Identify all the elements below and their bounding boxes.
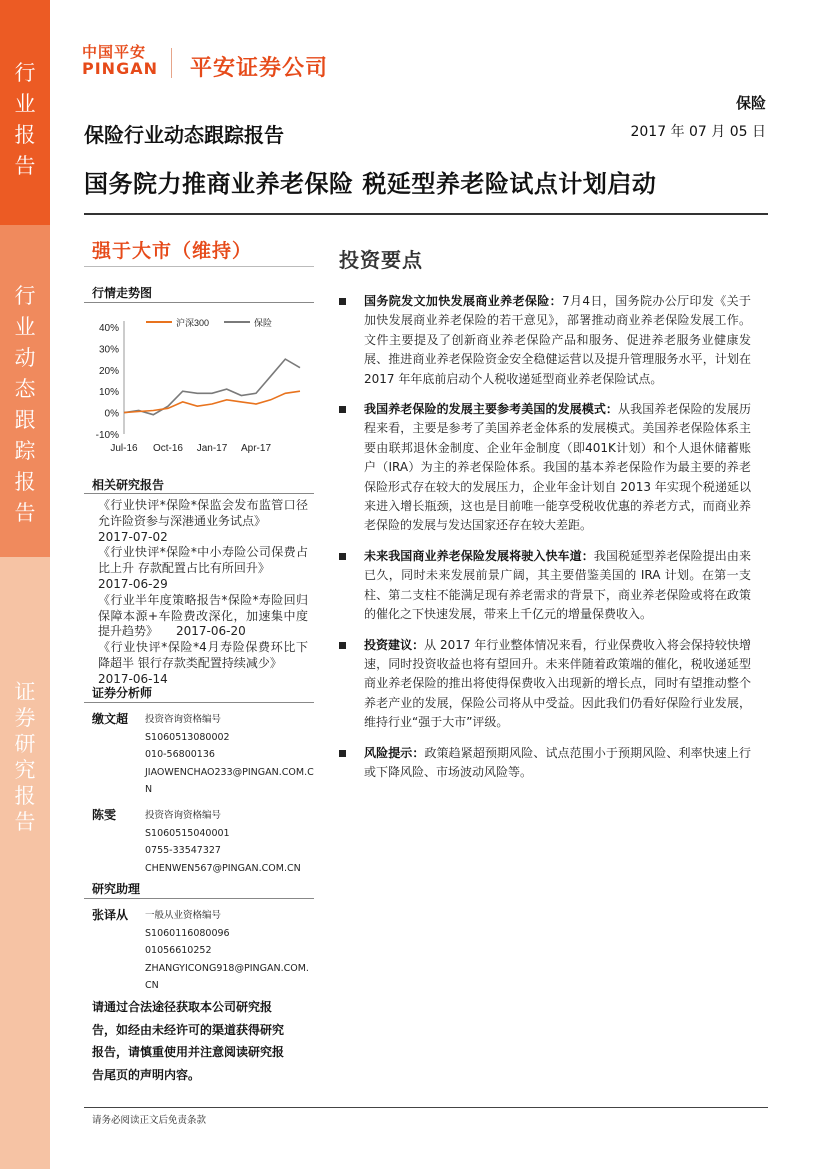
sidebar-section-securities-research <box>0 557 50 1169</box>
sidebar-char: 报 <box>14 784 36 808</box>
logo-en-text: PINGAN <box>82 59 158 78</box>
sidebar-char: 券 <box>14 706 36 730</box>
person-info-line: 010-56800136 <box>145 749 215 760</box>
assistants-divider <box>84 898 314 899</box>
legend-label: 沪深300 <box>176 318 210 328</box>
investment-point <box>339 636 751 733</box>
logo-cn-text: 中国平安 <box>82 43 147 61</box>
point-lead: 国务院发文加快发展商业养老保险： <box>364 294 563 308</box>
point-body: 政策趋紧超预期风险、试点范围小于预期风险、利率快速上行或下降风险、市场波动风险等。 <box>364 745 751 779</box>
person-name: 张译从 <box>92 908 129 922</box>
point-body: 从 2017 年行业整体情况来看，行业保费收入将会保持较快增速，同时投资收益也将有望回升。未来伴随着政策端的催化，税收递延型商业养老保险的推出将使得保费收入出现新的增长点，同时有望推动整个养老产业的发展，保险公司将从中受益。因此我们仍看好保险行业发展，维持行业“强于大市”评级。 <box>364 637 751 730</box>
sidebar-char: 报 <box>14 123 36 147</box>
market-chart-svg <box>84 308 309 458</box>
logo-divider <box>171 48 172 78</box>
title-divider <box>84 213 768 215</box>
pingan-logo <box>82 44 158 78</box>
person-info-line: 投资咨询资格编号 <box>145 810 222 821</box>
related-report-date: 2017-06-14 <box>98 671 168 686</box>
related-report-item[interactable] <box>98 545 308 592</box>
market-chart <box>84 308 309 462</box>
person-info-line: S1060515040001 <box>145 827 230 839</box>
person-info-line: 01056610252 <box>145 945 212 956</box>
related-report-item[interactable] <box>98 498 308 545</box>
investment-point <box>339 744 751 783</box>
y-tick-label: 10% <box>98 387 119 399</box>
y-tick-label: 30% <box>98 344 119 356</box>
bullet-square-icon <box>339 406 346 413</box>
y-tick-label: 20% <box>98 365 119 377</box>
related-reports-heading: 相关研究报告 <box>92 478 165 492</box>
person-info-line: S1060116080096 <box>145 927 230 939</box>
footer-text: 请务必阅读正文后免责条款 <box>92 1115 207 1126</box>
sidebar-char: 跟 <box>14 408 36 432</box>
sidebar-char: 告 <box>14 154 36 178</box>
person-info <box>145 711 315 799</box>
related-report-date: 2017-06-20 <box>176 624 246 639</box>
point-body: 我国税延型养老保险提出由来已久，同时未来发展前景广阔，其主要借鉴美国的 IRA 计划。在第一支柱、第二支柱不能满足现有养老需求的背景下，商业养老保险或将在政策的催化之下快速发展，带来上千亿元的增量保费收入。 <box>364 548 751 622</box>
person-info-line: S1060513080002 <box>145 731 230 743</box>
x-tick-label: Jul-16 <box>110 443 138 454</box>
chart-heading-divider <box>84 302 314 303</box>
sidebar-char: 证 <box>14 680 36 704</box>
rating-divider <box>84 266 314 267</box>
x-tick-label: Jan-17 <box>196 443 228 454</box>
point-lead: 我国养老保险的发展主要参考美国的发展模式： <box>364 402 619 417</box>
person-email[interactable]: ZHANGYICONG918@PINGAN.COM.CN <box>145 962 309 991</box>
person-email[interactable]: CHENWEN567@PINGAN.COM.CN <box>145 862 301 874</box>
point-lead: 未来我国商业养老保险发展将驶入快车道： <box>364 548 594 563</box>
footer-divider <box>84 1107 768 1108</box>
sidebar-char: 动 <box>14 346 36 370</box>
person-email[interactable]: JIAOWENCHAO233@PINGAN.COM.CN <box>145 766 314 795</box>
sidebar-char: 行 <box>14 61 36 85</box>
point-body: 7月4日，国务院办公厅印发《关于加快发展商业养老保险的若干意见》，部署推动商业养老保险发展工作。文件主要提及了创新商业养老保险产品和服务、促进养老服务业健康发展、推进商业养老保险资金安全稳健运营以及提升管理服务水平，计划在 2017 年年底前启动个人税收递延型商业养老保险试点。 <box>364 294 751 386</box>
report-date: 2017 年 07 月 05 日 <box>630 124 766 140</box>
related-report-item[interactable] <box>98 640 308 687</box>
investment-point <box>339 547 751 625</box>
sidebar-char: 报 <box>14 470 36 494</box>
related-reports-list <box>98 498 308 688</box>
company-name: 平安证券公司 <box>190 56 329 81</box>
point-body: 从我国养老保险的发展历程来看，主要是参考了美国养老金体系的发展模式。美国养老保险体系主要由联邦退休金制度、企业年金制度（即401K计划）和个人退休储蓄账户（IRA）为主的养老保险体系。我国的基本养老保险作为最主要的养老保险形式存在较大的发展压力，企业年金计划自 2013 年实现个税递延以来进入增长瓶颈，这也是目前唯一能享受税收优惠的养老方式，而商业养老保险的发展与发达国家还存在较大差距。 <box>364 402 751 533</box>
point-lead: 风险提示： <box>364 745 425 760</box>
person-info-line: 0755-33547327 <box>145 845 221 856</box>
investment-title: 投资要点 <box>339 248 423 272</box>
person-name: 缴文超 <box>92 712 129 726</box>
bullet-square-icon <box>339 553 346 560</box>
y-tick-label: 0% <box>104 408 119 420</box>
related-report-title: 《行业快评*保险*保监会发布监管口径 允许险资参与深港通业务试点》 <box>98 498 308 528</box>
person-info-line: 一般从业资格编号 <box>145 910 222 921</box>
x-tick-label: Oct-16 <box>152 443 184 454</box>
sidebar-section-tracking-report <box>0 225 50 557</box>
related-reports-divider <box>84 493 314 494</box>
sidebar-char: 踪 <box>14 439 36 463</box>
sidebar-char: 告 <box>14 501 36 525</box>
report-type: 保险行业动态跟踪报告 <box>84 123 284 147</box>
related-report-title: 《行业快评*保险*中小寿险公司保费占比上升 存款配置占比有所回升》 <box>98 545 308 576</box>
sidebar-char: 研 <box>14 732 36 756</box>
investment-point <box>339 292 751 389</box>
sidebar-section-industry-report <box>0 0 50 225</box>
sidebar-char: 告 <box>14 810 36 834</box>
point-lead: 投资建议： <box>364 637 425 652</box>
sidebar-char: 态 <box>14 377 36 401</box>
analysts-heading: 证券分析师 <box>92 686 153 700</box>
person-info <box>145 907 315 995</box>
y-tick-label: 40% <box>98 323 119 334</box>
related-report-item[interactable] <box>98 593 308 640</box>
person-info <box>145 807 315 877</box>
investment-point <box>339 400 751 536</box>
bullet-square-icon <box>339 750 346 757</box>
x-tick-label: Apr-17 <box>240 443 272 454</box>
industry-tag: 保险 <box>735 94 766 112</box>
sidebar-char: 究 <box>14 758 36 782</box>
sidebar-char: 业 <box>14 315 36 339</box>
y-tick-label: -10% <box>95 430 119 441</box>
chart-heading: 行情走势图 <box>92 286 153 300</box>
analysts-divider <box>84 702 314 703</box>
series-line <box>124 391 300 412</box>
disclaimer: 请通过合法途径获取本公司研究报告，如经由未经许可的渠道获得研究报告，请慎重使用并注意阅读研究报告尾页的声明内容。 <box>92 1000 285 1082</box>
investment-points <box>339 292 751 793</box>
related-report-title: 《行业半年度策略报告*保险*寿险回归保障本源+车险费改深化，加速集中度提升趋势》 <box>98 592 308 639</box>
person-info-line: 投资咨询资格编号 <box>145 714 222 725</box>
bullet-square-icon <box>339 642 346 649</box>
sidebar-char: 业 <box>14 92 36 116</box>
rating-label: 强于大市（维持） <box>92 240 253 262</box>
person-name: 陈雯 <box>92 808 117 822</box>
related-report-date: 2017-07-02 <box>98 529 168 544</box>
legend-label: 保险 <box>254 318 273 328</box>
sidebar-char: 行 <box>14 284 36 308</box>
series-line <box>124 359 300 415</box>
bullet-square-icon <box>339 298 346 305</box>
page-title: 国务院力推商业养老保险 税延型养老险试点计划启动 <box>84 170 657 198</box>
related-report-date: 2017-06-29 <box>98 576 168 591</box>
assistants-heading: 研究助理 <box>92 882 141 896</box>
related-report-title: 《行业快评*保险*4月寿险保费环比下降超半 银行存款类配置持续减少》 <box>98 640 308 670</box>
